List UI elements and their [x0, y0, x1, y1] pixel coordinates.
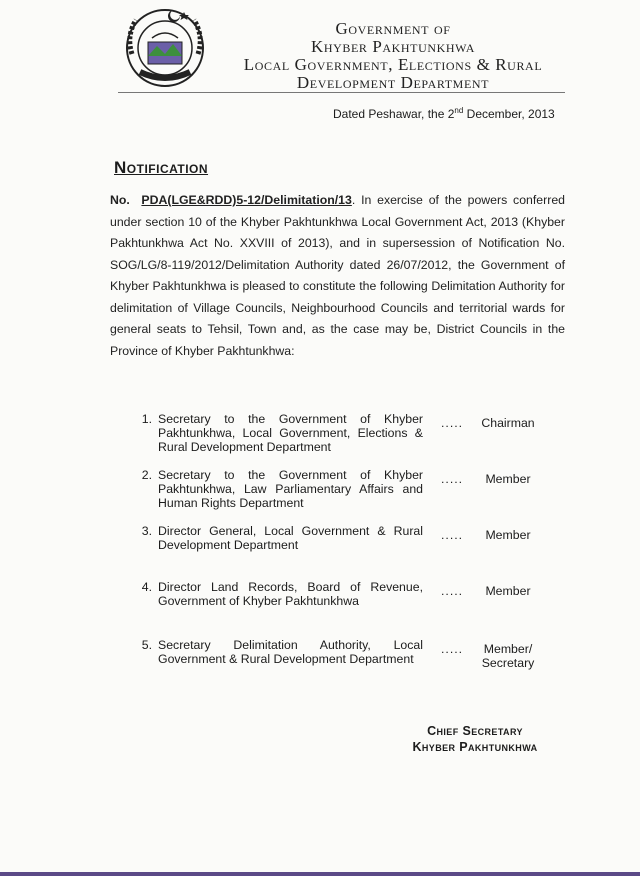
member-role: Member/ Secretary	[481, 642, 535, 670]
dated-sup: nd	[454, 106, 464, 115]
member-dots: .....	[441, 584, 464, 598]
member-role: Member	[485, 528, 531, 542]
member-dots: .....	[441, 642, 464, 656]
header-line-development: Development Department	[296, 73, 490, 92]
member-description: Secretary to the Government of Khyber Pakhtunkhwa, Local Government, Elections & Rural Development Department	[158, 412, 423, 454]
notification-text: . In exercise of the powers conferred under section 10 of the Khyber Pakhtunkhwa Local Government Act, 2013 (Khyber Pakhtunkhwa Act No. XXVIII of 2013), and in supersession of Notification No. SOG/LG/8-119/2012/Delimitation Authority dated 26/07/2012, the Government of Khyber Pakhtunkhwa is pleased to constitute the following Delimitation Authority for delimitation of Village Councils, Neighbourhood Councils and territorial wards for general seats to Tehsil, Town and, as the case may be, District Councils in the Province of Khyber Pakhtunkhwa:	[110, 193, 565, 358]
dated-line	[333, 106, 555, 121]
page-edge	[0, 872, 640, 876]
member-number: 1.	[141, 412, 152, 426]
member-role: Member	[485, 584, 531, 598]
kp-emblem-icon	[122, 6, 208, 88]
notification-reference: PDA(LGE&RDD)5-12/Delimitation/13	[141, 193, 352, 207]
member-number: 4.	[141, 580, 152, 594]
member-number: 3.	[141, 524, 152, 538]
header-line-department: Local Government, Elections & Rural	[243, 55, 543, 74]
notification-body	[110, 190, 565, 362]
member-description: Director Land Records, Board of Revenue, Government of Khyber Pakhtunkhwa	[158, 580, 423, 608]
signature-title: Chief Secretary	[427, 724, 523, 738]
signature-province: Khyber Pakhtunkhwa	[412, 740, 538, 754]
member-dots: .....	[441, 528, 464, 542]
header-line-province: Khyber Pakhtunkhwa	[310, 37, 476, 56]
member-description: Director General, Local Government & Rural Development Department	[158, 524, 423, 552]
notification-title: Notification	[114, 158, 209, 177]
dated-prefix: Dated Peshawar, the 2	[333, 107, 455, 121]
member-description: Secretary to the Government of Khyber Pakhtunkhwa, Law Parliamentary Affairs and Human Rights Department	[158, 468, 423, 510]
member-description: Secretary Delimitation Authority, Local Government & Rural Development Department	[158, 638, 423, 666]
header-divider	[118, 92, 565, 93]
header-line-government: Government of	[335, 19, 451, 38]
dated-suffix: December, 2013	[463, 107, 555, 121]
member-dots: .....	[441, 416, 464, 430]
member-role: Member	[485, 472, 531, 486]
member-number: 5.	[141, 638, 152, 652]
member-role: Chairman	[481, 416, 535, 430]
notification-no-label: No.	[110, 193, 130, 207]
member-dots: .....	[441, 472, 464, 486]
member-number: 2.	[141, 468, 152, 482]
